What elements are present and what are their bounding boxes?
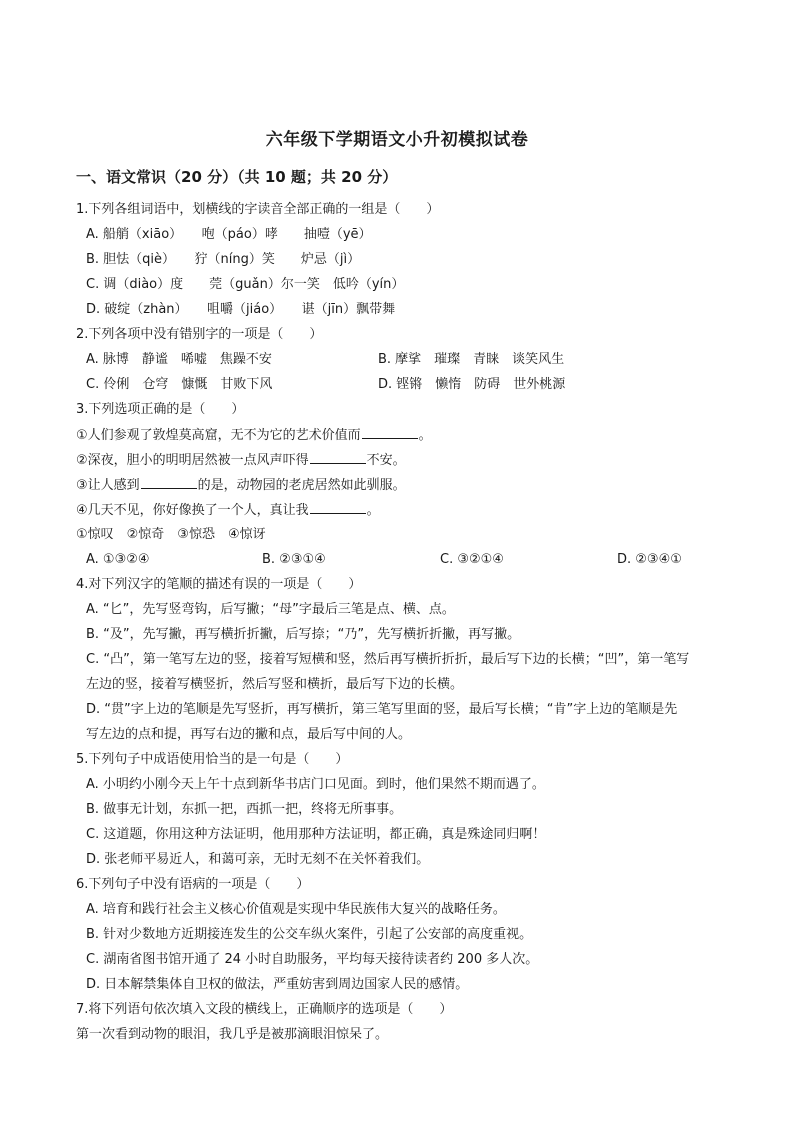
question-2-option-a: A. 脉博 静谧 唏嘘 焦躁不安 (86, 352, 272, 367)
question-2-option-b: B. 摩挲 璀璨 青睐 谈笑风生 (378, 352, 565, 367)
question-1-stem: 1.下列各组词语中，划横线的字读音全部正确的一组是（ ） (76, 202, 440, 217)
question-6-stem: 6.下列句子中没有语病的一项是（ ） (76, 877, 310, 892)
question-7-stem: 7.将下列语句依次填入文段的横线上，正确顺序的选项是（ ） (76, 1002, 453, 1017)
question-1-option-a: A. 船艄（xiāo） 咆（páo）哮 抽噎（yē） (86, 227, 372, 242)
question-5-option-a: A. 小明约小刚今天上午十点到新华书店门口见面。到时，他们果然不期而遇了。 (86, 777, 545, 792)
question-7-passage: 第一次看到动物的眼泪，我几乎是被那滴眼泪惊呆了。 (76, 1027, 389, 1042)
sentence-text: 。 (366, 503, 380, 518)
section-heading: 一、语文常识（20 分）（共 10 题；共 20 分） (76, 168, 398, 186)
question-3-option-a: A. ①③②④ (86, 552, 150, 567)
sentence-text: ②深夜，胆小的明明居然被一点风声吓得 (76, 453, 309, 468)
question-5-stem: 5.下列句子中成语使用恰当的是一句是（ ） (76, 752, 349, 767)
question-3-word-bank: ①惊叹 ②惊奇 ③惊恐 ④惊讶 (76, 527, 266, 542)
question-5-option-b: B. 做事无计划，东抓一把，西抓一把，终将无所事事。 (86, 802, 403, 817)
question-4-stem: 4.对下列汉字的笔顺的描述有误的一项是（ ） (76, 577, 362, 592)
question-3-sentence-1 (76, 425, 432, 446)
sentence-text: 。 (418, 428, 432, 443)
page-title: 六年级下学期语文小升初模拟试卷 (265, 130, 529, 150)
question-2-option-c: C. 伶俐 仓穹 慷慨 甘败下风 (86, 377, 273, 392)
sentence-text: 不安。 (366, 453, 406, 468)
question-4-option-a: A. “匕”，先写竖弯钩，后写撇；“母”字最后三笔是点、横、点。 (86, 602, 455, 617)
question-3-option-d: D. ②③④① (617, 552, 682, 567)
question-2-stem: 2.下列各项中没有错别字的一项是（ ） (76, 327, 323, 342)
question-6-option-a: A. 培育和践行社会主义核心价值观是实现中华民族伟大复兴的战略任务。 (86, 902, 506, 917)
question-1-option-b: B. 胆怯（qiè） 狞（níng）笑 炉忌（jì） (86, 252, 361, 267)
question-4-option-d-cont: 写左边的点和提，再写右边的撇和点，最后写中间的人。 (86, 727, 412, 742)
question-3-option-b: B. ②③①④ (262, 552, 326, 567)
question-4-option-d: D. “贯”字上边的笔顺是先写竖折，再写横折，第三笔写里面的竖，最后写长横；“肯”字上边的笔顺是先 (86, 702, 678, 717)
sentence-text: ③让人感到 (76, 478, 140, 493)
fill-blank (141, 475, 197, 489)
fill-blank (310, 500, 366, 514)
sentence-text: ④几天不见，你好像换了一个人，真让我 (76, 503, 309, 518)
question-1-option-d: D. 破绽（zhàn） 咀嚼（jiáo） 谌（jīn）飘带舞 (86, 302, 396, 317)
question-1-option-c: C. 调（diào）度 莞（guǎn）尔一笑 低吟（yín） (86, 277, 405, 292)
question-6-option-d: D. 日本解禁集体自卫权的做法，严重妨害到周边国家人民的感情。 (86, 977, 469, 992)
question-4-option-b: B. “及”，先写撇，再写横折折撇，后写捺；“乃”，先写横折折撇，再写撇。 (86, 627, 521, 642)
question-5-option-c: C. 这道题，你用这种方法证明，他用那种方法证明，都正确，真是殊途同归啊！ (86, 827, 546, 842)
question-3-sentence-4 (76, 500, 380, 521)
question-6-option-b: B. 针对少数地方近期接连发生的公交车纵火案件，引起了公安部的高度重视。 (86, 927, 533, 942)
fill-blank (362, 425, 418, 439)
question-3-sentence-3 (76, 475, 406, 496)
question-3-stem: 3.下列选项正确的是（ ） (76, 402, 245, 417)
question-5-option-d: D. 张老师平易近人，和蔼可亲，无时无刻不在关怀着我们。 (86, 852, 430, 867)
sentence-text: ①人们参观了敦煌莫高窟，无不为它的艺术价值而 (76, 428, 361, 443)
fill-blank (310, 450, 366, 464)
question-3-sentence-2 (76, 450, 406, 471)
question-3-option-c: C. ③②①④ (440, 552, 504, 567)
question-4-option-c-cont: 左边的竖，接着写横竖折，然后写竖和横折，最后写下边的长横。 (86, 677, 464, 692)
sentence-text: 的是，动物园的老虎居然如此驯服。 (197, 478, 406, 493)
question-4-option-c: C. “凸”，第一笔写左边的竖，接着写短横和竖，然后再写横折折折，最后写下边的长横；“凹”，第一笔写 (86, 652, 690, 667)
question-2-option-d: D. 铿锵 懒惰 防碍 世外桃源 (378, 377, 566, 392)
question-6-option-c: C. 湖南省图书馆开通了 24 小时自助服务，平均每天接待读者约 200 多人次。 (86, 952, 539, 967)
